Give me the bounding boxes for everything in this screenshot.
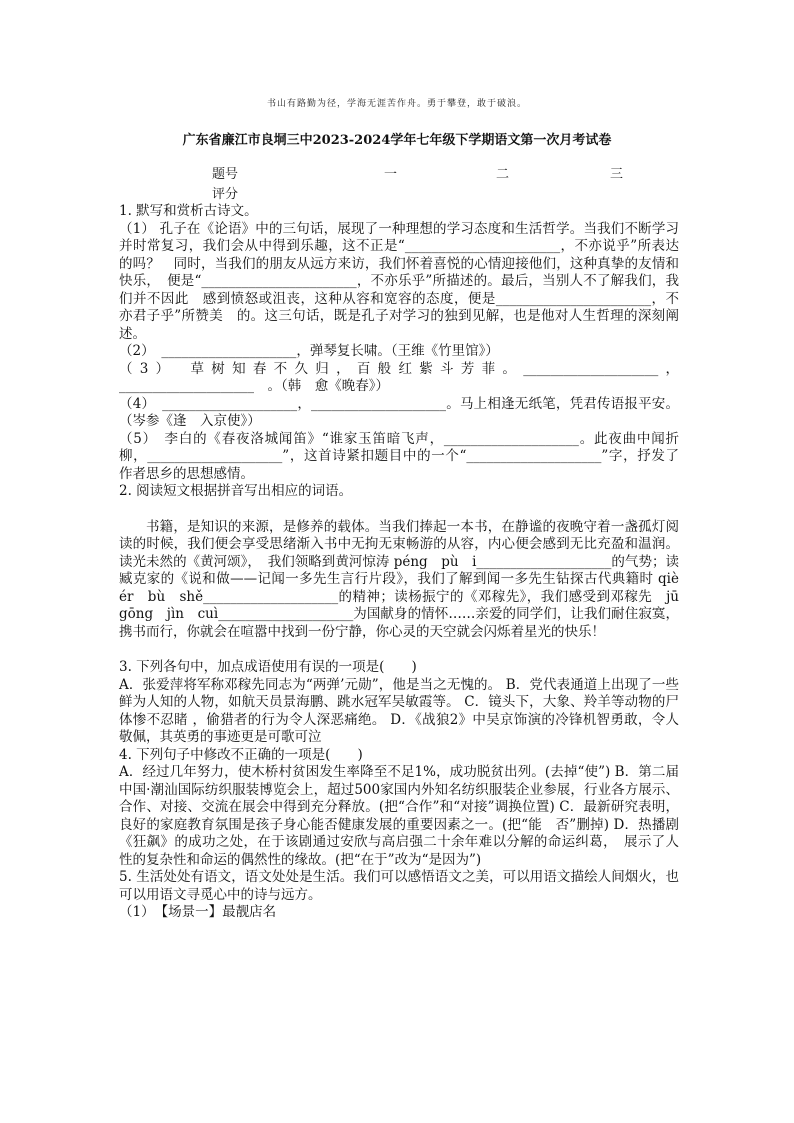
q5-heading: 5. 生活处处有语文，语文处处是生活。我们可以感悟语文之美，可以用语文描绘人间烟火，也可以用语文寻觅心中的诗与远方。 [119,869,679,903]
score-table-col-3: 三 [610,167,624,182]
exam-content [119,203,693,922]
page-title: 广东省廉江市良垌三中2023-2024学年七年级下学期语文第一次月考试卷 [182,133,612,148]
q1-part4: （4） ____________________，____________________。马上相逢无纸笔，凭君传语报平安。（岑参《逢 入京使》） [119,395,679,429]
q3-options: A．张爱萍将军称邓稼先同志为“两弹’元勋”，他是当之无愧的。 B．党代表通道上出现了一些鲜为人知的人物，如航天员景海鹏、跳水冠军吴敏霞等。 C．镜头下，大象、羚羊等动物的尸体惨不忍睹 ，偷猎者的行为令人深恶痛绝。 D．《战狼2》中吴京饰演的冷锋机智勇敢，令人敬佩，其英勇的事迹更是可歌可泣 [119,676,679,745]
spacer [119,501,679,519]
q3-heading: 3. 下列各句中，加点成语使用有误的一项是( ) [119,659,417,675]
spacer [119,641,679,659]
q4-heading: 4. 下列句子中修改不正确的一项是( ) [119,746,363,763]
motto: 书山有路勤为径，学海无涯苦作舟。勇于攀登，敢于破浪。 [266,99,527,109]
q4-options: A．经过几年努力，使木桥村贫困发生率降至不足1%，成功脱贫出列。(去掉“使”) B．第二届中国·潮汕国际纺织服装博览会上，超过500家国内外知名纺织服装企业参展，行业各方展示、合作、对接、交流在展会中得到充分释放。(把“合作”和“对接”调换位置) C．最新研究表明，良好的家庭教育氛围是孩子身心能否健康发展的重要因素之一。(把“能 否”删掉) D．热播剧《狂飙》的成功之处，在于该剧通过安欣与高启强二十余年难以分解的命运纠葛， 展示了人性的复杂性和命运的偶然性的缘故。(把“在于”改为“是因为”) [119,764,679,868]
score-table-col-2: 二 [496,167,510,182]
q1-part5: （5） 李白的《春夜洛城闻笛》“谁家玉笛暗飞声，____________________。此夜曲中闻折柳，____________________”，这首诗紧扣题目中的一个“____________________”字，抒发了作者思乡的思想感情。 [119,430,679,482]
q1-part2: （2） ____________________，弹琴复长啸。（王维《竹里馆》） [119,343,499,359]
q1-part1: （1） 孔子在《论语》中的三句话，展现了一种理想的学习态度和生活哲学。当我们不断学习并时常复习，我们会从中得到乐趣，这不正是“_______________________，不亦说乎”所表达的吗？ 同时，当我们的朋友从远方来访，我们怀着喜悦的心情迎接他们，这种真挚的友情和快乐， 便是“_______________________，不亦乐乎”所描述的。最后，当别人不了解我们，我们并不因此 感到愤怒或沮丧，这种从容和宽容的态度，便是_______________________，不亦君子乎”所赞美 的。这三句话，既是孔子对学习的独到见解，也是他对人生哲理的深刻阐述。 [119,220,679,342]
score-table-label-score: 评分 [212,187,239,202]
q1-heading: 1. 默写和赏析古诗文。 [119,203,258,219]
q1-part3: （3） 草树知春不久归，百般红紫斗芳菲。____________________，____________________ 。（韩 愈《晚春》） [119,360,679,394]
q2-heading: 2. 阅读短文根据拼音写出相应的词语。 [119,483,353,499]
score-table-col-1: 一 [384,167,398,182]
q5-part1: （1） 【场景一】最靓店名 [119,904,277,920]
q2-passage: 书籍，是知识的来源，是修养的载体。当我们捧起一本书，在静谧的夜晚守着一盏孤灯阅读的时候，我们便会享受思绪渐入书中无拘无束畅游的从容，内心便会感到无比充盈和温润。读光未然的《黄河颂》， 我们领略到黄河惊涛 péng pù i____________________的气势；读臧克家的《说和做——记闻一多先生言行片段》，我们了解到闻一多先生钻探古代典籍时 qiè ér bù shě____________________的精神；读杨振宁的《邓稼先》，我们感受到邓稼先 jū gōng jìn cuì____________________为国献身的情怀……亲爱的同学们，让我们耐住寂寞，携书而行，你就会在喧嚣中找到一份宁静，你心灵的天空就会闪烁着星光的快乐！ [119,518,693,640]
score-table-label-question: 题号 [212,167,239,182]
